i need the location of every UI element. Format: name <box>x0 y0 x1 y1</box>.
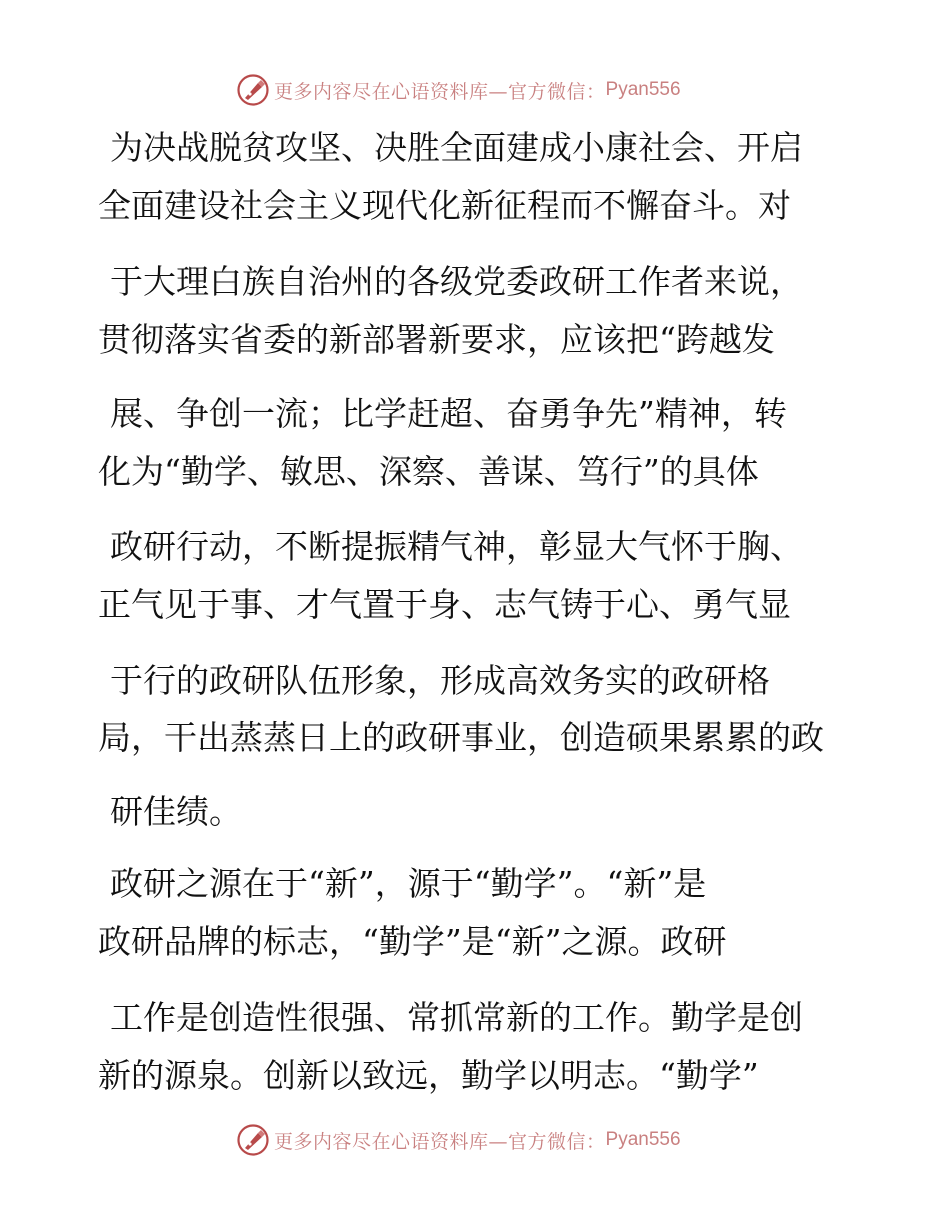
pen-nib-logo-icon <box>236 1123 270 1157</box>
text-line: 政研品牌的标志，“勤学”是“新”之源。政研 <box>98 922 727 961</box>
text-line: 全面建设社会主义现代化新征程而不懈奋斗。对 <box>98 186 791 225</box>
watermark-banner-bottom <box>236 1122 681 1158</box>
text-line: 于行的政研队伍形象，形成高效务实的政研格 <box>110 661 770 700</box>
text-line: 展、争创一流；比学赶超、奋勇争先”精神，转 <box>110 394 787 433</box>
text-line: 研佳绩。 <box>110 792 242 831</box>
watermark-wechat-id: Pyan556 <box>605 79 681 100</box>
text-line: 正气见于事、才气置于身、志气铸于心、勇气显 <box>98 585 791 624</box>
text-line: 政研之源在于“新”，源于“勤学”。“新”是 <box>110 864 707 903</box>
text-line: 新的源泉。创新以致远，勤学以明志。“勤学” <box>98 1056 759 1095</box>
text-line: 政研行动，不断提振精气神，彰显大气怀于胸、 <box>110 527 803 566</box>
pen-nib-logo-icon <box>236 73 270 107</box>
watermark-site-text: 更多内容尽在心语资料库—官方微信： <box>274 80 606 103</box>
text-line: 为决战脱贫攻坚、决胜全面建成小康社会、开启 <box>110 128 803 167</box>
text-line: 化为“勤学、敏思、深察、善谋、笃行”的具体 <box>98 452 759 491</box>
text-line: 工作是创造性很强、常抓常新的工作。勤学是创 <box>110 998 803 1037</box>
text-line: 于大理白族自治州的各级党委政研工作者来说， <box>110 262 803 301</box>
watermark-wechat-id: Pyan556 <box>605 1129 681 1150</box>
text-line: 贯彻落实省委的新部署新要求，应该把“跨越发 <box>98 320 775 359</box>
watermark-site-text: 更多内容尽在心语资料库—官方微信： <box>274 1130 606 1153</box>
watermark-banner-top <box>236 72 681 108</box>
text-line: 局，干出蒸蒸日上的政研事业，创造硕果累累的政 <box>98 718 824 757</box>
